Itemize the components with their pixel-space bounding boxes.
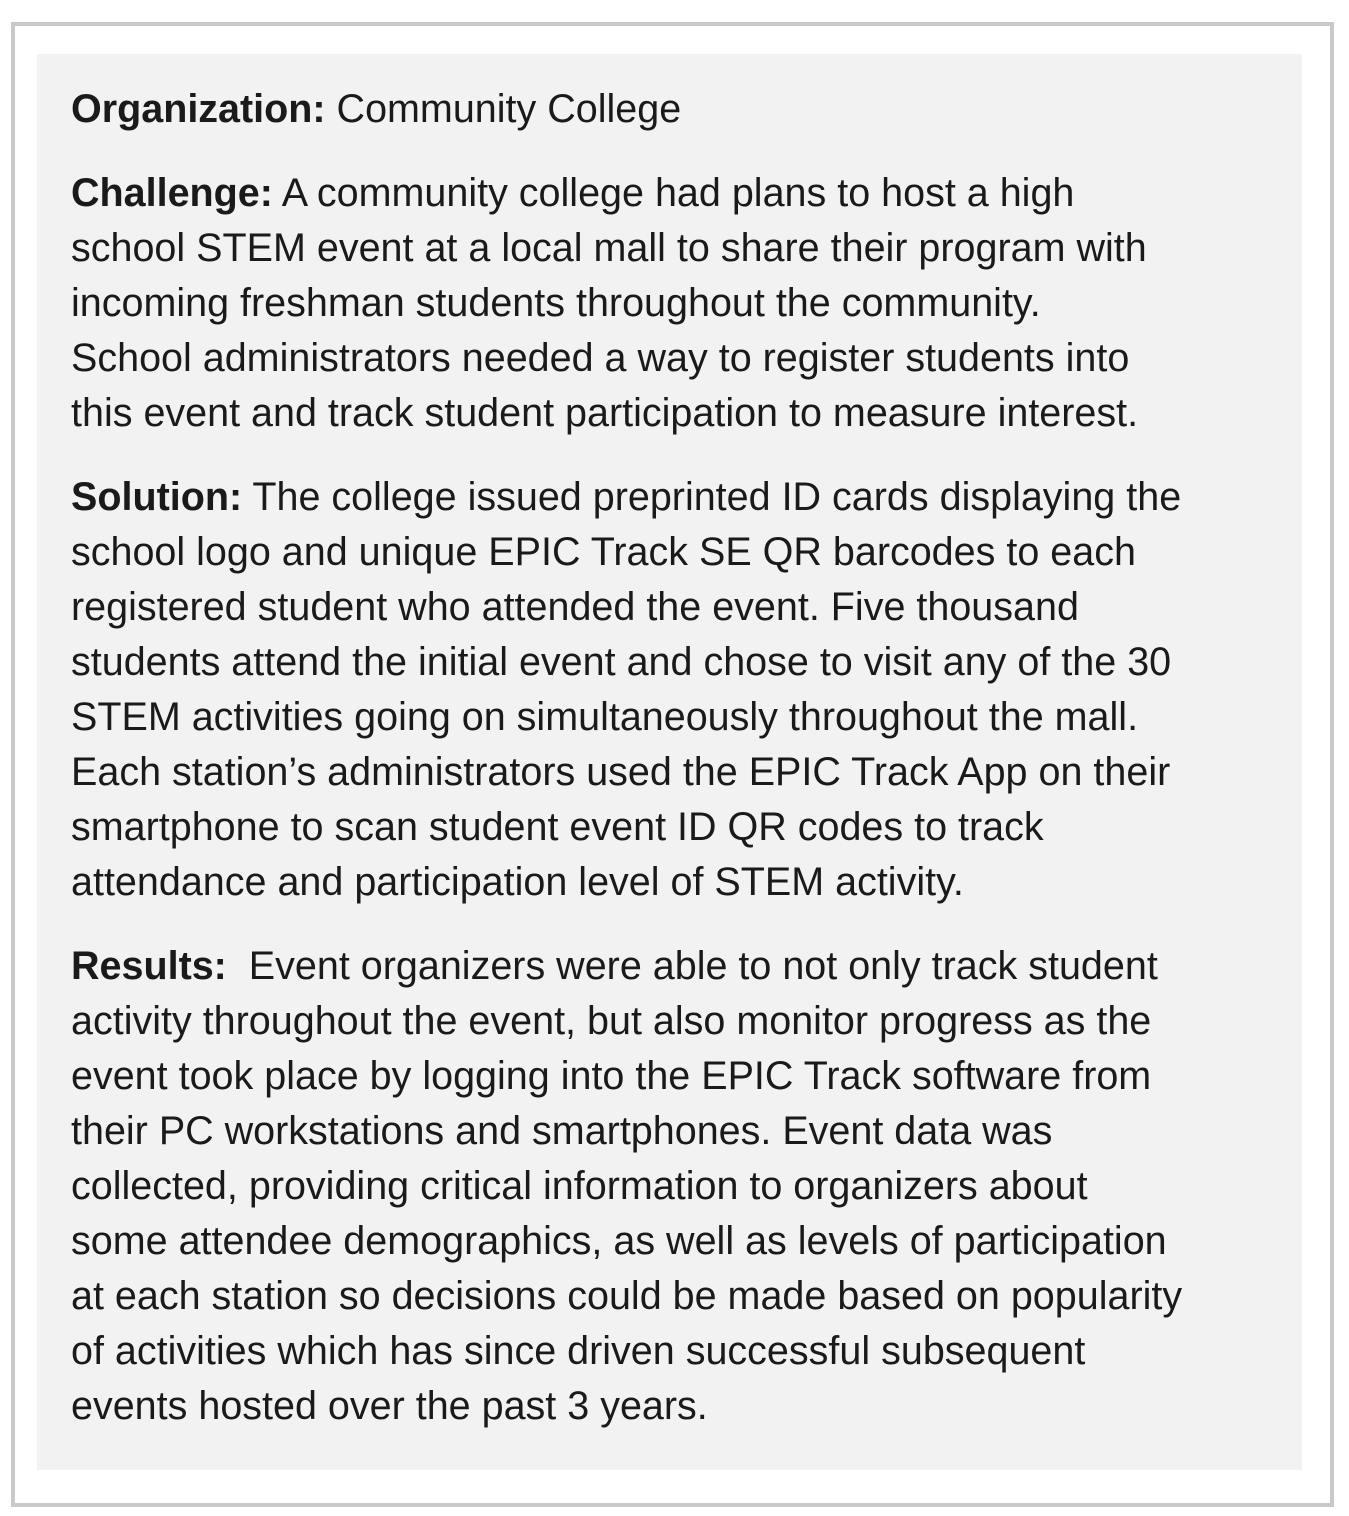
organization-text: Community College: [325, 87, 682, 131]
results-line: of activities which has since driven successful subsequent: [71, 1329, 1086, 1373]
solution-text: The college issued preprinted ID cards displaying the: [242, 475, 1182, 519]
results-line: [71, 939, 1286, 994]
outer-frame: [11, 22, 1334, 1507]
solution-line: school logo and unique EPIC Track SE QR barcodes to each: [71, 530, 1136, 574]
case-study-panel: [37, 54, 1302, 1470]
solution-line: registered student who attended the event. Five thousand: [71, 585, 1079, 629]
organization-label: Organization:: [71, 87, 326, 131]
solution-paragraph: [71, 470, 1286, 910]
organization-paragraph: [71, 82, 1286, 137]
results-line: collected, providing critical information to organizers about: [71, 1164, 1088, 1208]
results-label: Results:: [71, 944, 227, 988]
challenge-line: incoming freshman students throughout the community.: [71, 281, 1041, 325]
challenge-line: this event and track student participation to measure interest.: [71, 391, 1139, 435]
solution-label: Solution:: [71, 475, 243, 519]
results-line: activity throughout the event, but also monitor progress as the: [71, 999, 1152, 1043]
results-line: event took place by logging into the EPIC Track software from: [71, 1054, 1152, 1098]
challenge-text: A community college had plans to host a high: [272, 171, 1075, 215]
results-line: some attendee demographics, as well as levels of participation: [71, 1219, 1167, 1263]
solution-line: smartphone to scan student event ID QR codes to track: [71, 805, 1044, 849]
results-text: Event organizers were able to not only track student: [226, 944, 1158, 988]
challenge-label: Challenge:: [71, 171, 273, 215]
solution-line: [71, 470, 1286, 525]
results-line: their PC workstations and smartphones. Event data was: [71, 1109, 1053, 1153]
organization-line: [71, 82, 1286, 137]
solution-line: STEM activities going on simultaneously throughout the mall.: [71, 695, 1139, 739]
results-paragraph: [71, 939, 1286, 1434]
solution-line: students attend the initial event and chose to visit any of the 30: [71, 640, 1172, 684]
challenge-paragraph: [71, 166, 1286, 441]
challenge-line: school STEM event at a local mall to share their program with: [71, 226, 1147, 270]
case-study-content: [71, 82, 1286, 1463]
challenge-line: School administrators needed a way to register students into: [71, 336, 1130, 380]
challenge-line: [71, 166, 1286, 221]
solution-line: Each station’s administrators used the EPIC Track App on their: [71, 750, 1171, 794]
results-line: at each station so decisions could be made based on popularity: [71, 1274, 1183, 1318]
solution-line: attendance and participation level of STEM activity.: [71, 860, 964, 904]
results-line: events hosted over the past 3 years.: [71, 1384, 708, 1428]
